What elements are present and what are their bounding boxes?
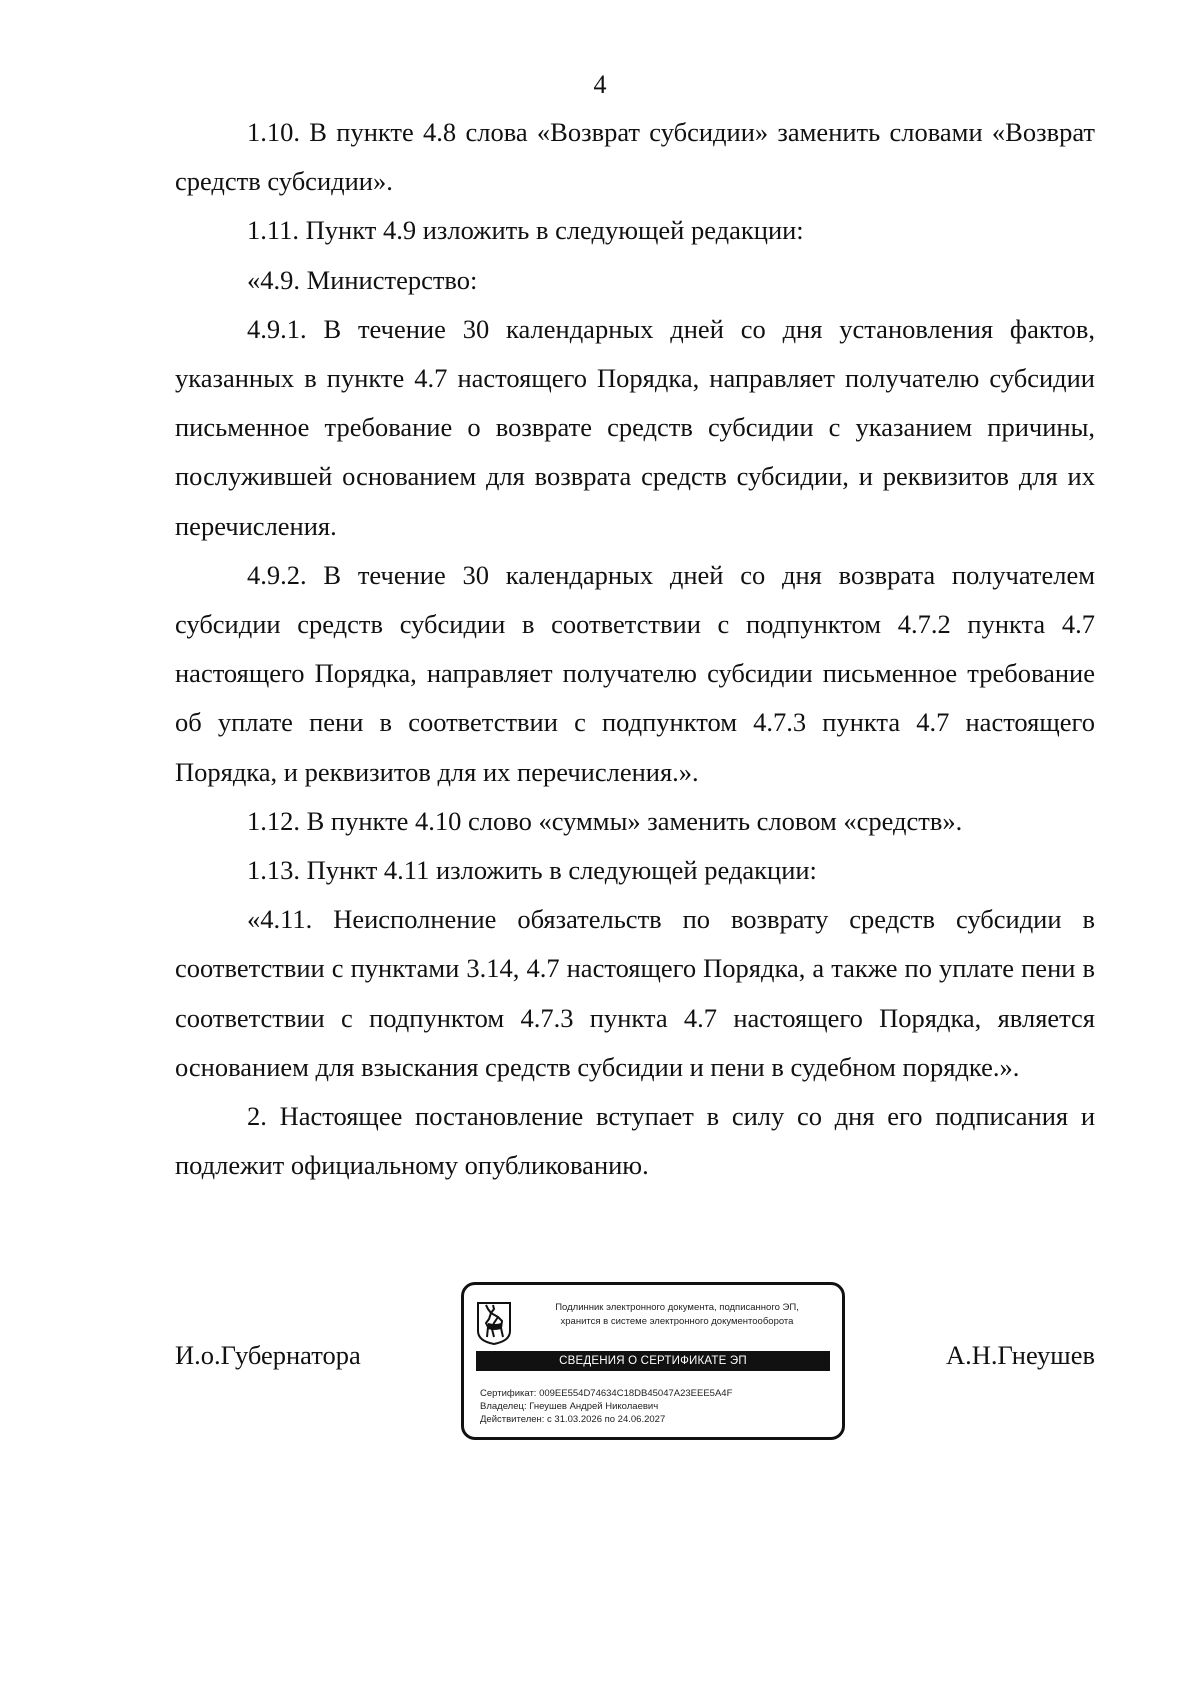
signature-block bbox=[175, 1282, 1095, 1452]
document-body bbox=[175, 108, 1095, 1190]
stamp-header-line-2: хранится в системе электронного документооборота bbox=[560, 1316, 794, 1327]
paragraph-4-11: «4.11. Неисполнение обязательств по возврату средств субсидии в соответствии с пунктами 3.14, 4.7 настоящего Порядка, а также по уплате пени в соответствии с подпунктом 4.7.3 пункта 4.7 настоящего Порядка, является основанием для взыскания средств субсидии и пени в судебном порядке.». bbox=[175, 904, 1095, 1082]
signer-name: А.Н.Гнеушев bbox=[945, 1340, 1095, 1370]
certificate-info-bar: СВЕДЕНИЯ О СЕРТИФИКАТЕ ЭП bbox=[476, 1351, 830, 1371]
paragraph-1-13: 1.13. Пункт 4.11 изложить в следующей редакции: bbox=[247, 855, 817, 886]
paragraph-1-12: 1.12. В пункте 4.10 слово «суммы» заменить словом «средств». bbox=[247, 805, 963, 836]
certificate-number: Сертификат: 009EE554D74634C18DB45047A23EEE5A4F bbox=[480, 1388, 733, 1399]
certificate-details bbox=[480, 1387, 732, 1426]
electronic-signature-stamp bbox=[461, 1282, 845, 1440]
paragraph-4-9: «4.9. Министерство: bbox=[247, 264, 478, 295]
stamp-header bbox=[524, 1301, 830, 1329]
paragraph-1-10: 1.10. В пункте 4.8 слова «Возврат субсидии» заменить словами «Возврат средств субсидии». bbox=[175, 117, 1095, 197]
stamp-header-line-1: Подлинник электронного документа, подписанного ЭП, bbox=[555, 1302, 799, 1313]
paragraph-4-9-2: 4.9.2. В течение 30 календарных дней со дня возврата получателем субсидии средств субсидии в соответствии с подпунктом 4.7.2 пункта 4.7 настоящего Порядка, направляет получателю субсидии письменное требование об уплате пени в соответствии с подпунктом 4.7.3 пункта 4.7 настоящего Порядка, и реквизитов для их перечисления.». bbox=[175, 559, 1095, 787]
certificate-validity: Действителен: с 31.03.2026 по 24.06.2027 bbox=[480, 1414, 666, 1425]
page-number: 4 bbox=[593, 70, 607, 99]
signer-position: И.о.Губернатора bbox=[175, 1340, 361, 1370]
deer-emblem-icon bbox=[476, 1301, 512, 1345]
paragraph-1-11: 1.11. Пункт 4.9 изложить в следующей редакции: bbox=[247, 215, 804, 246]
certificate-owner: Владелец: Гнеушев Андрей Николаевич bbox=[480, 1401, 659, 1412]
paragraph-4-9-1: 4.9.1. В течение 30 календарных дней со дня установления фактов, указанных в пункте 4.7 настоящего Порядка, направляет получателю субсидии письменное требование о возврате средств субсидии с указанием причины, послужившей основанием для возврата средств субсидии, и реквизитов для их перечисления. bbox=[175, 313, 1095, 541]
paragraph-2: 2. Настоящее постановление вступает в силу со дня его подписания и подлежит официальному опубликованию. bbox=[175, 1101, 1095, 1181]
